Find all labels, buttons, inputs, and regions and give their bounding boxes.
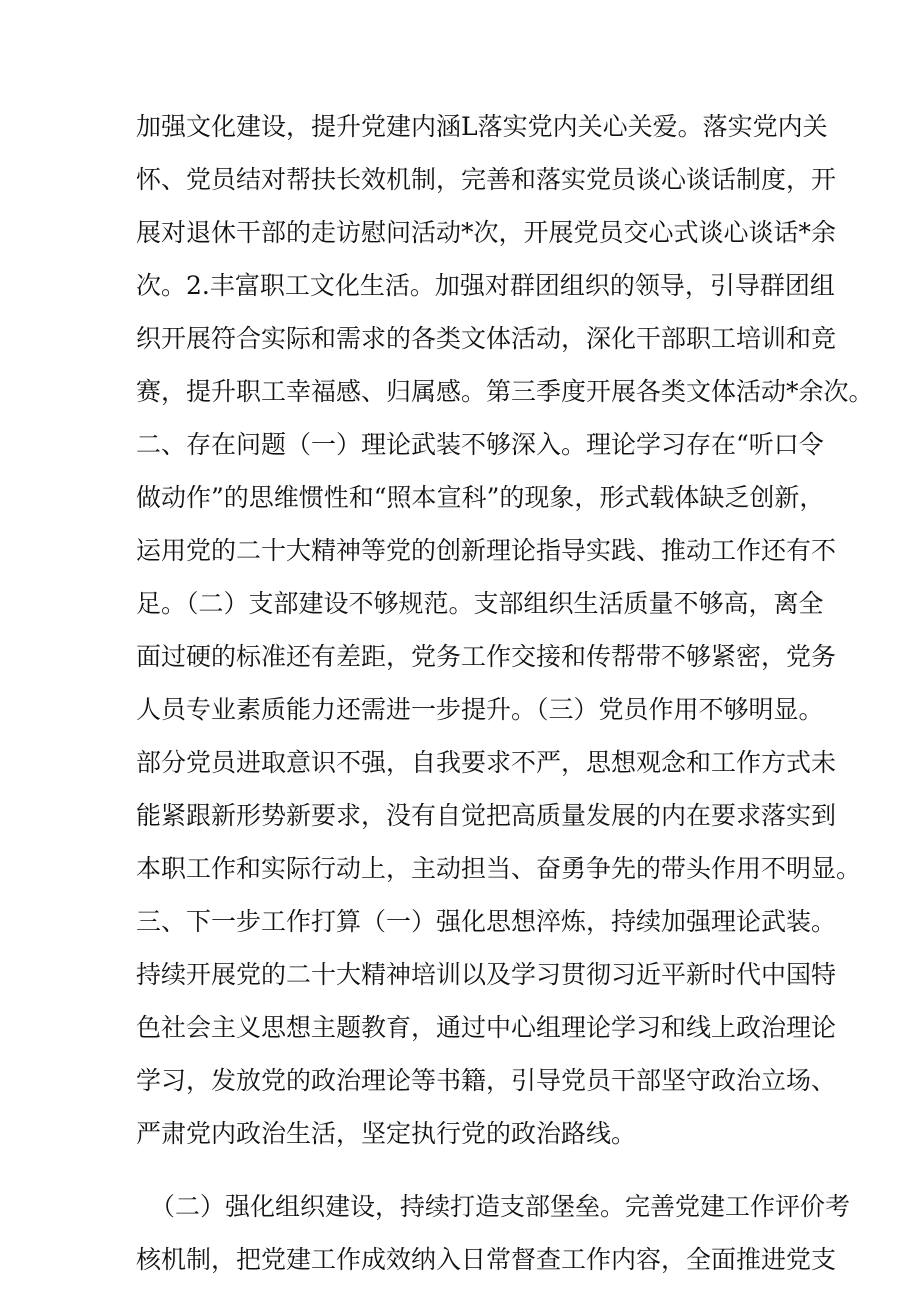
text-line: 核机制，把党建工作成效纳入日常督查工作内容，全面推进党支 xyxy=(136,1245,837,1274)
text-line: 做动作”的思维惯性和“照本宣科”的现象，形式载体缺乏创新， xyxy=(136,483,825,512)
text-line: 怀、党员结对帮扶长效机制，完善和落实党员谈心谈话制度，开 xyxy=(136,165,837,194)
text-line: 运用党的二十大精神等党的创新理论指导实践、推动工作还有不 xyxy=(136,536,837,565)
text-line: 持续开展党的二十大精神培训以及学习贯彻习近平新时代中国特 xyxy=(136,960,837,989)
text-line: 能紧跟新形势新要求，没有自觉把高质量发展的内在要求落实到 xyxy=(136,801,837,830)
text-line: 展对退休干部的走访慰问活动*次，开展党员交心式谈心谈话*余 xyxy=(136,218,837,247)
text-line: （二）强化组织建设，持续打造支部堡垒。完善党建工作评价考 xyxy=(150,1192,851,1221)
text-line: 二、存在问题（一）理论武装不够深入。理论学习存在“听口令 xyxy=(136,430,824,459)
text-line: 织开展符合实际和需求的各类文体活动，深化干部职工培训和竞 xyxy=(136,324,837,353)
text-line: 严肃党内政治生活，坚定执行党的政治路线。 xyxy=(136,1119,637,1148)
text-line: 次。2.丰富职工文化生活。加强对群团组织的领导，引导群团组 xyxy=(136,271,835,300)
text-line: 部分党员进取意识不强，自我要求不严，思想观念和工作方式未 xyxy=(136,748,837,777)
text-line: 人员专业素质能力还需进一步提升。（三）党员作用不够明显。 xyxy=(136,695,824,724)
text-line: 赛，提升职工幸福感、归属感。第三季度开展各类文体活动*余次。 xyxy=(136,377,874,406)
text-line: 三、下一步工作打算（一）强化思想淬炼，持续加强理论武装。 xyxy=(136,907,837,936)
text-line: 足。（二）支部建设不够规范。支部组织生活质量不够高，离全 xyxy=(136,589,824,618)
text-line: 面过硬的标准还有差距，党务工作交接和传帮带不够紧密，党务 xyxy=(136,642,837,671)
text-line: 加强文化建设，提升党建内涵L落实党内关心关爱。落实党内关 xyxy=(136,112,828,141)
text-line: 本职工作和实际行动上，主动担当、奋勇争先的带头作用不明显。 xyxy=(136,854,862,883)
text-line: 学习，发放党的政治理论等书籍，引导党员干部坚守政治立场、 xyxy=(136,1066,837,1095)
text-line: 色社会主义思想主题教育，通过中心组理论学习和线上政治理论 xyxy=(136,1013,837,1042)
